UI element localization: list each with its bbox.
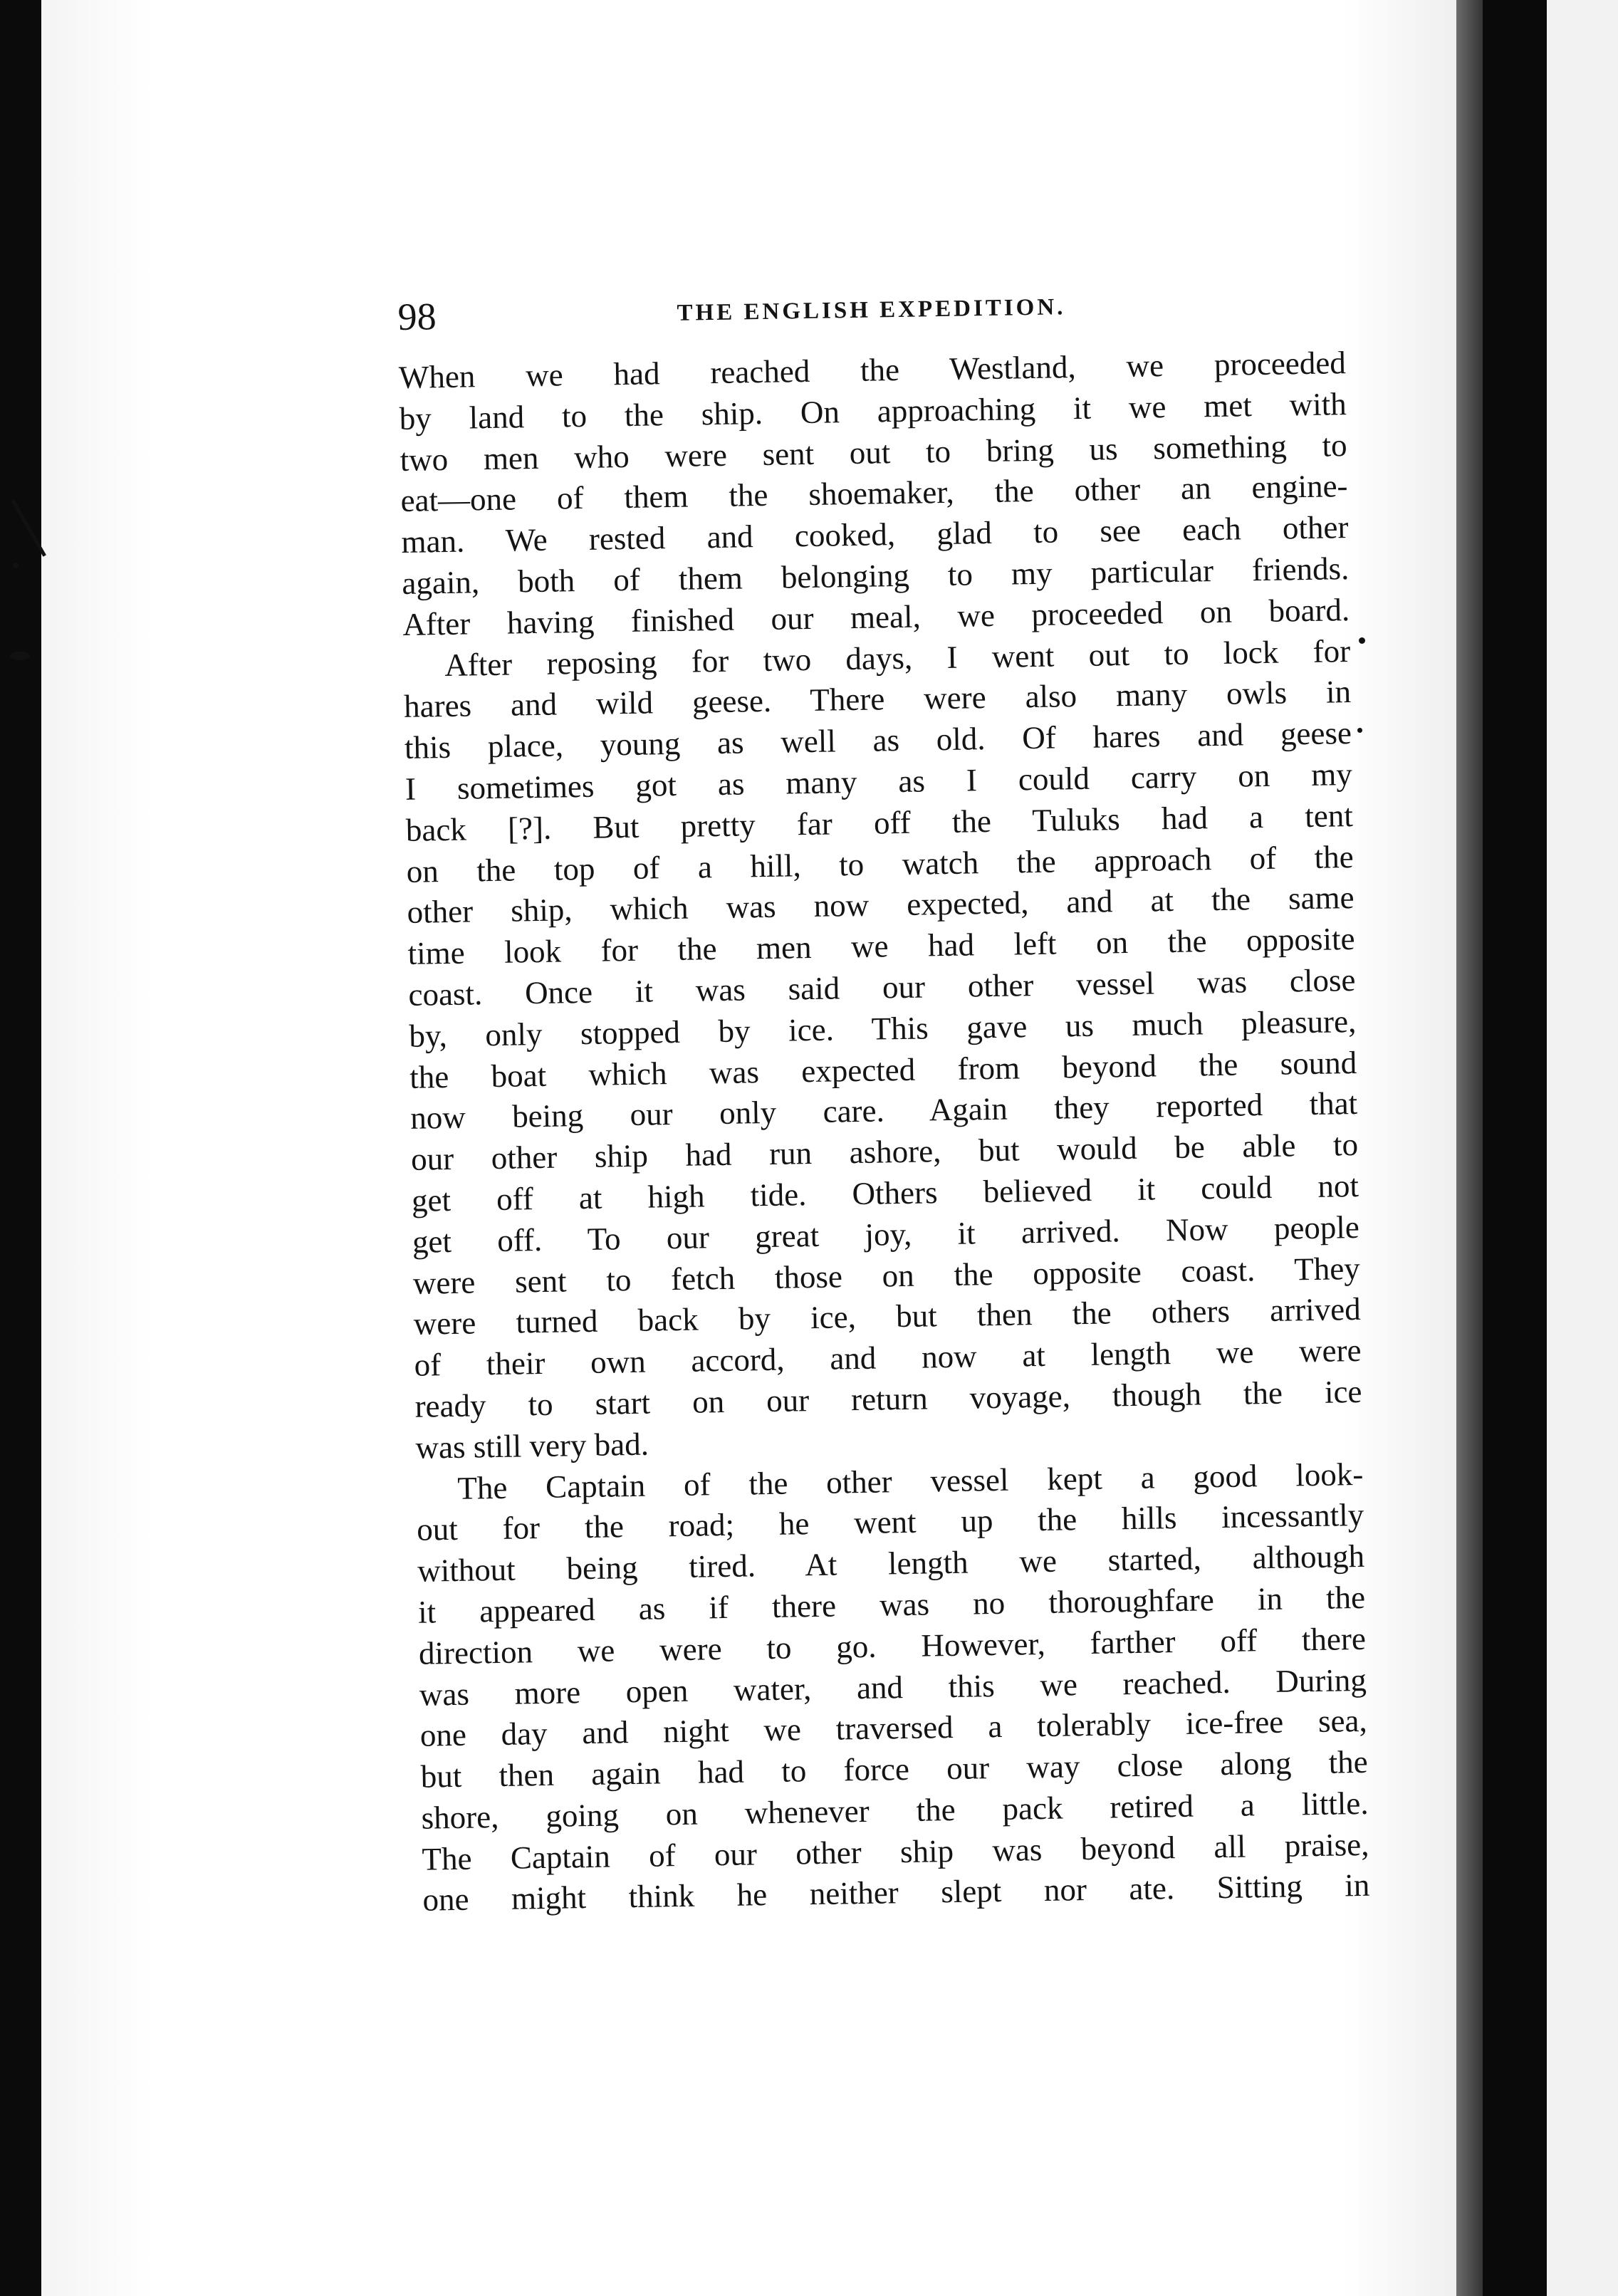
- paragraph-1: [398, 343, 1350, 645]
- text-line: get off. To our great joy, it arrived. Now people: [412, 1209, 1360, 1260]
- text-line: two men who were sent out to bring us something to: [400, 427, 1347, 478]
- page-speck: [1359, 637, 1365, 644]
- text-line: were turned back by ice, but then the others arrived: [413, 1291, 1361, 1342]
- text-line: was more open water, and this we reached. During: [419, 1661, 1367, 1713]
- text-line: get off at high tide. Others believed it could not: [411, 1167, 1359, 1219]
- text-line: on the top of a hill, to watch the approach of the: [406, 838, 1355, 889]
- text-line: our other ship had run ashore, but would be able to: [410, 1127, 1359, 1177]
- text-line: direction we were to go. However, farther off there: [418, 1620, 1367, 1671]
- page-speck: [1357, 728, 1362, 733]
- margin-mark: [13, 563, 19, 568]
- text-line: I sometimes got as many as I could carry on my: [404, 756, 1353, 807]
- text-line: ready to start on our return voyage, though the ice: [414, 1373, 1362, 1424]
- text-line: eat—one of them the shoemaker, the other an engine-: [400, 468, 1348, 519]
- paragraph-2: [403, 631, 1363, 1469]
- text-line: again, both of them belonging to my particular friends.: [402, 550, 1350, 601]
- text-line: shore, going on whenever the pack retired a little.: [421, 1785, 1369, 1836]
- scanner-right-border: [1483, 0, 1547, 2296]
- text-line: hares and wild geese. There were also many owls in: [403, 674, 1352, 725]
- text-line: this place, young as well as old. Of hares and geese: [404, 715, 1352, 766]
- text-line: now being our only care. Again they reported that: [409, 1085, 1358, 1137]
- printed-text-block: [397, 277, 1370, 1921]
- running-title: THE ENGLISH EXPEDITION.: [677, 294, 1066, 326]
- text-line: it appeared as if there was no thoroughfare in the: [417, 1579, 1366, 1630]
- text-line: of their own accord, and now at length we were: [414, 1332, 1362, 1383]
- text-line: After reposing for two days, I went out to lock for: [444, 632, 1351, 683]
- text-line: the boat which was expected from beyond the sound: [409, 1044, 1357, 1095]
- text-line: other ship, which was now expected, and at the same: [407, 880, 1355, 931]
- text-line: man. We rested and cooked, glad to see each other: [401, 509, 1349, 560]
- text-line: but then again had to force our way close along the: [420, 1743, 1368, 1795]
- margin-mark: [10, 652, 30, 660]
- text-line: without being tired. At length we started, although: [417, 1538, 1365, 1589]
- text-line: When we had reached the Westland, we proceeded: [398, 345, 1347, 395]
- text-line: coast. Once it was said our other vessel was close: [408, 961, 1356, 1013]
- text-line: one might think he neither slept nor ate. Sitting in: [422, 1867, 1370, 1919]
- text-line: The Captain of the other vessel kept a good look-: [456, 1456, 1364, 1506]
- text-line: was still very bad.: [415, 1426, 649, 1466]
- paragraph-3: [416, 1454, 1370, 1921]
- adjacent-page-strip: [1547, 0, 1618, 2296]
- text-line: one day and night we traversed a tolerably ice-free sea,: [419, 1703, 1368, 1754]
- text-line: The Captain of our other ship was beyond all praise,: [422, 1826, 1369, 1877]
- text-line: back [?]. But pretty far off the Tuluks had a tent: [405, 797, 1354, 848]
- text-line: were sent to fetch those on the opposite coast. They: [412, 1250, 1361, 1301]
- scanner-left-border: [0, 0, 41, 2296]
- text-line: by land to the ship. On approaching it we met with: [399, 385, 1347, 437]
- book-page: [41, 0, 1456, 2296]
- text-line: time look for the men we had left on the opposite: [407, 921, 1355, 972]
- page-number: 98: [397, 295, 437, 338]
- text-line: by, only stopped by ice. This gave us much pleasure,: [409, 1003, 1357, 1054]
- text-line: out for the road; he went up the hills incessantly: [416, 1497, 1364, 1548]
- text-line: After having finished our meal, we proceeded on board.: [402, 591, 1350, 642]
